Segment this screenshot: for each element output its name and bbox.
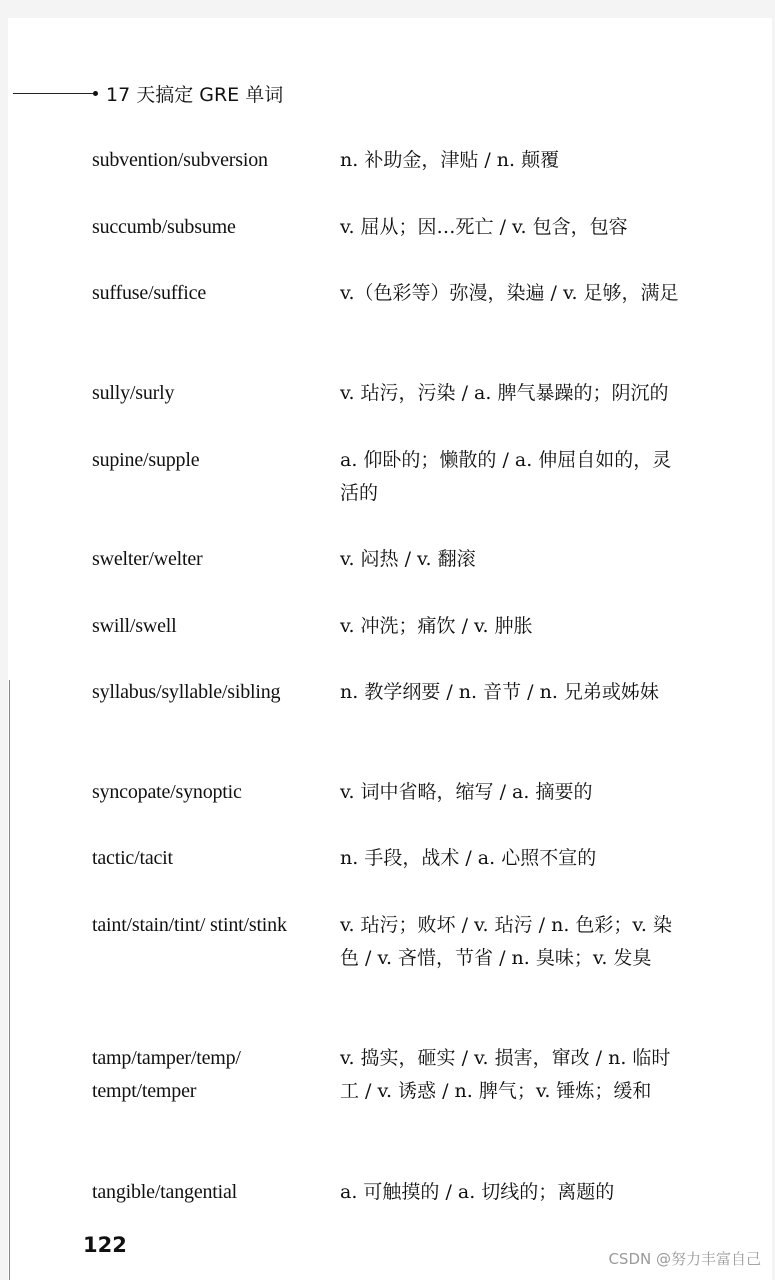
entry-word: suffuse/suffice: [92, 282, 207, 304]
entry-definition: v.（色彩等）弥漫，染遍 / v. 足够，满足: [340, 282, 679, 304]
header-rule: [13, 93, 93, 94]
watermark-text: CSDN @努力丰富自己: [608, 1250, 761, 1268]
entry-definition: a. 可触摸的 / a. 切线的；离题的: [340, 1181, 615, 1203]
page-number: 122: [83, 1233, 127, 1257]
entry-definition: v. 玷污；败坏 / v. 玷污 / n. 色彩；v. 染色 / v. 吝惜，节省 / n. 臭味；v. 发臭: [340, 914, 672, 969]
entry-word: syllabus/syllable/sibling: [92, 681, 281, 703]
running-header: [13, 80, 283, 106]
header-bullet: [93, 91, 98, 96]
entry-word: tangible/tangential: [92, 1181, 238, 1203]
header-title: 17 天搞定 GRE 单词: [106, 83, 284, 106]
entry-word: taint/stain/tint/ stint/stink: [92, 914, 287, 936]
entry-definition: v. 捣实，砸实 / v. 损害，窜改 / n. 临时工 / v. 诱惑 / n. 脾气；v. 锤炼；缓和: [340, 1047, 671, 1102]
entry-word: tactic/tacit: [92, 847, 173, 869]
entry-definition: n. 手段，战术 / a. 心照不宣的: [340, 847, 597, 869]
entry-word: swelter/welter: [92, 548, 203, 570]
entry-word: supine/supple: [92, 449, 200, 471]
entry-definition: v. 词中省略，缩写 / a. 摘要的: [340, 781, 593, 803]
entry-word: swill/swell: [92, 615, 177, 637]
entry-word: tamp/tamper/temp/ tempt/temper: [92, 1047, 241, 1102]
entry-definition: v. 闷热 / v. 翻滚: [340, 548, 476, 570]
entry-word: syncopate/synoptic: [92, 781, 242, 803]
entry-definition: n. 教学纲要 / n. 音节 / n. 兄弟或姊妹: [340, 681, 659, 703]
entry-definition: v. 屈从；因…死亡 / v. 包含，包容: [340, 216, 628, 238]
entry-word: succumb/subsume: [92, 216, 236, 238]
entry-definition: n. 补助金，津贴 / n. 颠覆: [340, 149, 560, 171]
entry-definition: a. 仰卧的；懒散的 / a. 伸屈自如的，灵活的: [340, 449, 672, 504]
entry-definition: v. 玷污，污染 / a. 脾气暴躁的；阴沉的: [340, 382, 669, 404]
page-edge-line: [9, 680, 10, 1280]
entry-definition: v. 冲洗；痛饮 / v. 肿胀: [340, 615, 533, 637]
entry-word: sully/surly: [92, 382, 175, 404]
entry-word: subvention/subversion: [92, 149, 268, 171]
